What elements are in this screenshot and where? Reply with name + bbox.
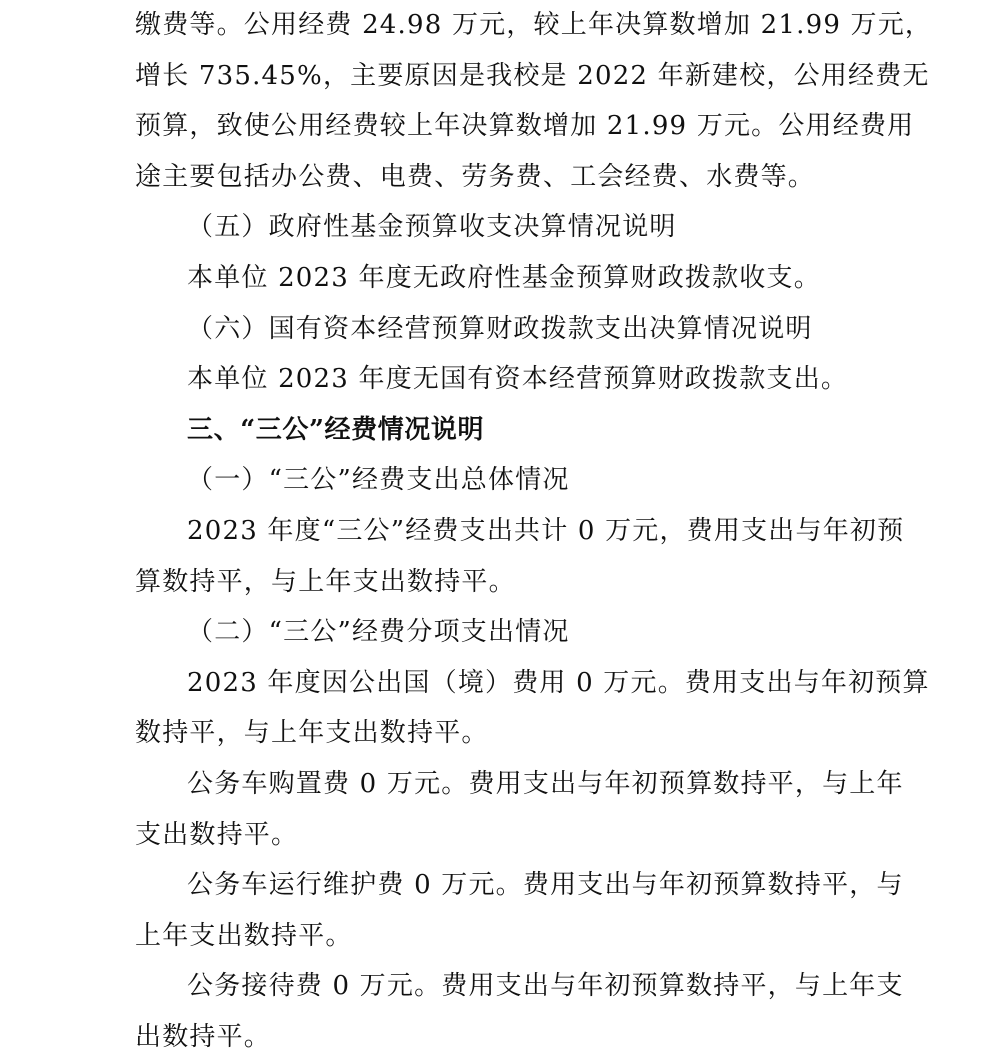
paragraph-line: 公务车运行维护费 0 万元。费用支出与年初预算数持平，与 bbox=[187, 870, 904, 901]
section-heading: （二）“三公”经费分项支出情况 bbox=[187, 617, 570, 648]
paragraph-line: 公务接待费 0 万元。费用支出与年初预算数持平，与上年支 bbox=[187, 971, 904, 1002]
paragraph-line: 本单位 2023 年度无政府性基金预算财政拨款收支。 bbox=[187, 262, 821, 293]
paragraph-line: 数持平，与上年支出数持平。 bbox=[135, 718, 489, 749]
paragraph-line: 出数持平。 bbox=[135, 1021, 272, 1052]
paragraph-line: 缴费等。公用经费 24.98 万元，较上年决算数增加 21.99 万元， bbox=[135, 10, 933, 40]
section-heading: （一）“三公”经费支出总体情况 bbox=[187, 465, 570, 496]
paragraph-line: 途主要包括办公费、电费、劳务费、工会经费、水费等。 bbox=[135, 161, 816, 192]
paragraph-line: 公务车购置费 0 万元。费用支出与年初预算数持平，与上年 bbox=[187, 768, 904, 799]
paragraph-line: 增长 735.45%，主要原因是我校是 2022 年新建校，公用经费无 bbox=[135, 60, 930, 91]
section-heading: （五）政府性基金预算收支决算情况说明 bbox=[187, 212, 677, 243]
paragraph-line: 算数持平，与上年支出数持平。 bbox=[135, 566, 516, 597]
paragraph-line: 本单位 2023 年度无国有资本经营预算财政拨款支出。 bbox=[187, 364, 849, 395]
paragraph-line: 2023 年度“三公”经费支出共计 0 万元，费用支出与年初预 bbox=[187, 515, 905, 546]
chapter-heading: 三、“三公”经费情况说明 bbox=[187, 414, 485, 445]
paragraph-line: 支出数持平。 bbox=[135, 819, 299, 850]
paragraph-line: 预算，致使公用经费较上年决算数增加 21.99 万元。公用经费用 bbox=[135, 111, 915, 142]
paragraph-line: 2023 年度因公出国（境）费用 0 万元。费用支出与年初预算 bbox=[187, 667, 930, 698]
document-page bbox=[135, 0, 933, 1062]
paragraph-line: 上年支出数持平。 bbox=[135, 920, 353, 951]
section-heading: （六）国有资本经营预算财政拨款支出决算情况说明 bbox=[187, 313, 813, 344]
